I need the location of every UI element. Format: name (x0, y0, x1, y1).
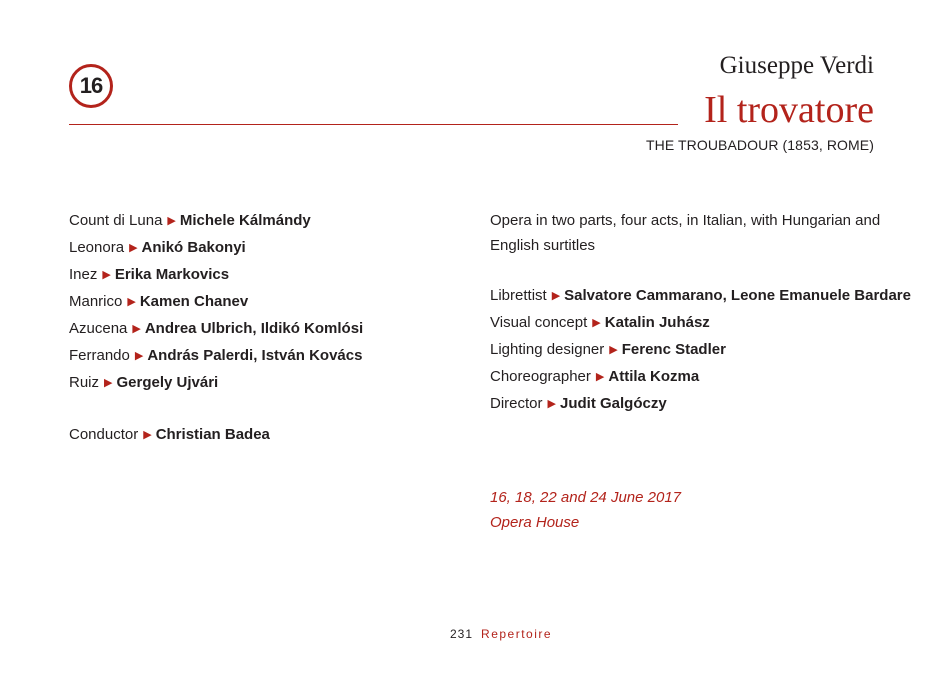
header-rule (69, 124, 678, 125)
arrow-icon: ▶ (102, 269, 111, 281)
arrow-icon: ▶ (134, 350, 144, 362)
production-number-badge (69, 64, 113, 108)
crew-role: Director (490, 395, 543, 412)
conductor-name: Christian Badea (155, 426, 270, 443)
cast-list (69, 208, 469, 449)
cast-role: Ruiz (69, 374, 100, 391)
opera-subtitle: THE TROUBADOUR (1853, ROME) (645, 137, 874, 153)
arrow-icon: ▶ (104, 377, 113, 389)
cast-item (69, 262, 469, 289)
crew-item (490, 310, 890, 337)
cast-item (69, 316, 469, 343)
crew-member: Judit Galgóczy (559, 395, 667, 412)
arrow-icon: ▶ (129, 242, 138, 254)
cast-performer: Erika Markovics (114, 266, 230, 283)
cast-role: Count di Luna (69, 212, 163, 229)
cast-item (69, 343, 469, 370)
section-name: Repertoire (481, 627, 553, 641)
arrow-icon: ▶ (143, 429, 152, 441)
arrow-icon: ▶ (551, 290, 561, 302)
arrow-icon: ▶ (127, 296, 136, 308)
arrow-icon: ▶ (132, 323, 141, 335)
production-number: 16 (79, 73, 103, 98)
cast-item (69, 289, 469, 316)
page-footer (450, 627, 552, 641)
crew-member: Salvatore Cammarano, Leone Emanuele Bardare (564, 287, 911, 304)
cast-performer: Kamen Chanev (139, 293, 249, 310)
cast-role: Manrico (69, 293, 123, 310)
cast-performer: Michele Kálmándy (179, 212, 311, 229)
composer-name: Giuseppe Verdi (719, 52, 874, 79)
crew-member: Ferenc Stadler (621, 341, 726, 358)
performance-venue: Opera House (490, 514, 580, 531)
description-line: Opera in two parts, four acts, in Italian, with Hungarian and (490, 212, 881, 229)
performance-info (490, 485, 681, 535)
description-line: English surtitles (490, 237, 596, 254)
crew-item (490, 337, 890, 364)
page-number: 231 (450, 627, 474, 641)
arrow-icon: ▶ (167, 215, 176, 227)
conductor-item (69, 422, 469, 449)
arrow-icon: ▶ (595, 371, 605, 383)
cast-role: Azucena (69, 320, 128, 337)
crew-role: Choreographer (490, 368, 591, 385)
crew-role: Lighting designer (490, 341, 605, 358)
cast-item (69, 370, 469, 397)
cast-role: Ferrando (69, 347, 130, 364)
crew-member: Katalin Juhász (604, 314, 710, 331)
cast-performer: Andrea Ulbrich, Ildikó Komlósi (144, 320, 364, 337)
arrow-icon: ▶ (547, 398, 556, 410)
conductor-role: Conductor (69, 426, 139, 443)
cast-role: Leonora (69, 239, 125, 256)
opera-title: Il trovatore (704, 89, 874, 131)
cast-performer: András Palerdi, István Kovács (147, 347, 363, 364)
crew-item (490, 391, 890, 418)
cast-role: Inez (69, 266, 98, 283)
crew-role: Visual concept (490, 314, 588, 331)
arrow-icon: ▶ (592, 317, 601, 329)
cast-performer: Anikó Bakonyi (141, 239, 246, 256)
crew-item (490, 283, 911, 310)
arrow-icon: ▶ (609, 344, 618, 356)
performance-dates: 16, 18, 22 and 24 June 2017 (490, 489, 682, 506)
crew-item (490, 364, 890, 391)
crew-member: Attila Kozma (608, 368, 700, 385)
crew-role: Librettist (490, 287, 547, 304)
cast-item (69, 235, 469, 262)
cast-performer: Gergely Ujvári (116, 374, 219, 391)
production-info (490, 208, 911, 418)
cast-item (69, 208, 469, 235)
